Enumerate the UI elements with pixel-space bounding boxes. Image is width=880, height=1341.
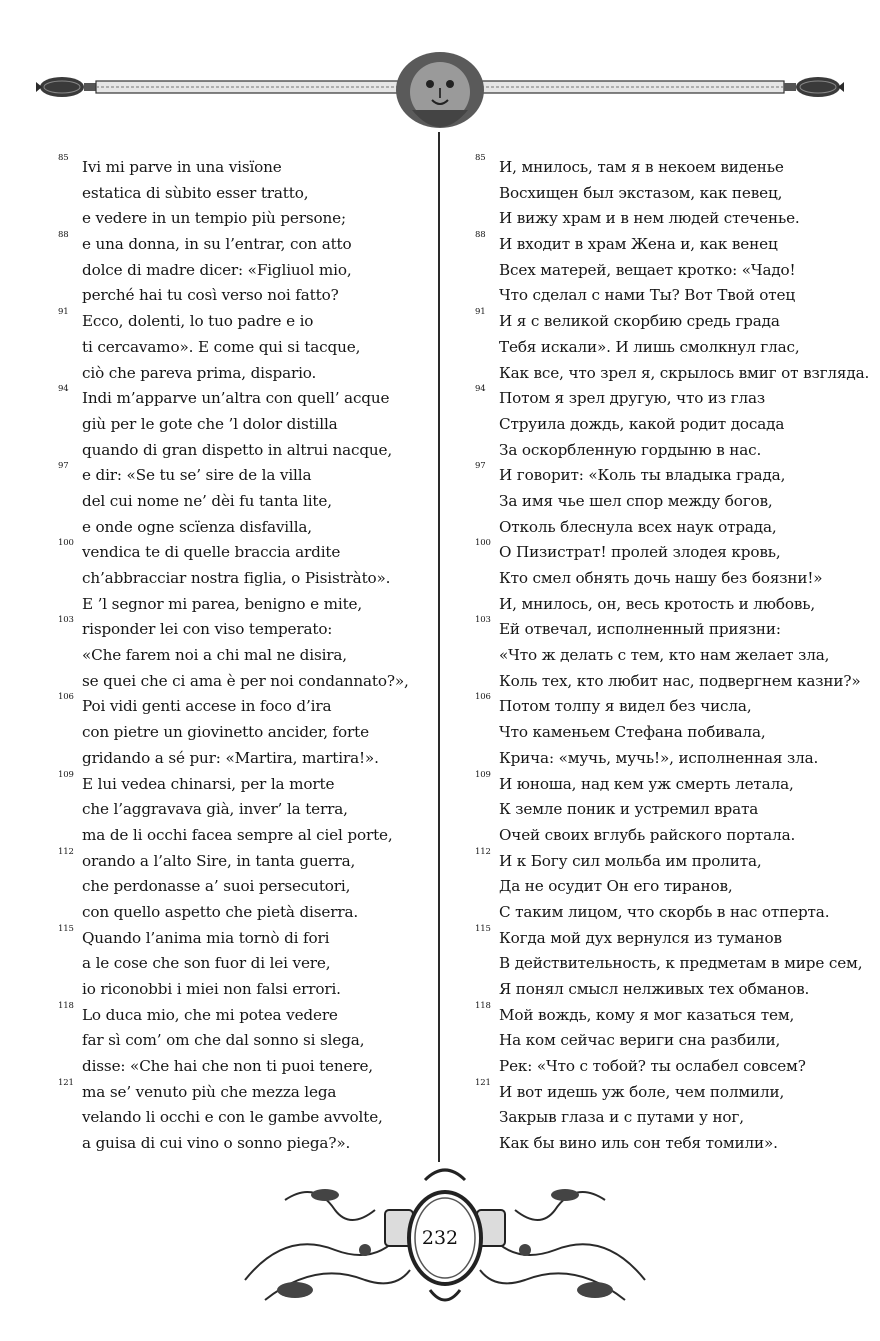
verse-line — [58, 797, 428, 823]
verse-line — [475, 746, 850, 772]
verse-line — [475, 386, 850, 412]
verse-line — [58, 515, 428, 541]
verse-text: Как все, что зрел я, скрылось вмиг от взгляда. — [499, 363, 870, 382]
verse-text: Lo duca mio, che mi potea vedere — [82, 1005, 338, 1024]
verse-text: Кто смел обнять дочь нашу без боязни!» — [499, 569, 823, 587]
tercet — [475, 769, 850, 849]
verse-line — [58, 1105, 428, 1131]
verse-text: Закрыв глаза и с путами у ног, — [499, 1108, 744, 1127]
line-number: 85 — [58, 153, 69, 163]
verse-text: Рек: «Что с тобой? ты ослабел совсем? — [499, 1057, 806, 1076]
verse-text: И я с великой скорбию средь града — [499, 312, 780, 331]
verse-line — [475, 515, 850, 541]
verse-line — [475, 232, 850, 258]
tercet — [58, 386, 428, 463]
verse-line — [475, 923, 850, 952]
line-number: 109 — [58, 769, 74, 780]
verse-text: Ivi mi parve in una visïone — [82, 158, 282, 176]
tercet — [58, 540, 428, 617]
verse-line — [58, 823, 428, 849]
verse-line — [58, 438, 428, 464]
verse-line — [475, 694, 850, 720]
verse-line — [58, 900, 428, 926]
verse-text: e onde ogne scïenza disfavilla, — [82, 517, 312, 536]
tercet — [475, 540, 850, 617]
verse-text: Тебя искали». И лишь смолкнул глас, — [499, 337, 800, 356]
tercet — [475, 307, 870, 386]
verse-text: Струила дождь, какой родит досада — [499, 414, 785, 433]
verse-line — [58, 720, 428, 746]
verse-line — [475, 1054, 850, 1080]
line-number: 121 — [475, 1077, 491, 1088]
verse-line — [58, 669, 428, 695]
verse-line — [475, 566, 850, 592]
tercet — [475, 923, 863, 1003]
verse-line — [58, 386, 428, 412]
verse-text: В действительность, к предметам в мире сем, — [499, 954, 863, 973]
verse-text: Потом толпу я видел без числа, — [499, 697, 752, 716]
line-number: 112 — [475, 846, 491, 857]
line-number: 97 — [475, 461, 486, 472]
verse-line — [475, 797, 850, 823]
verse-line — [58, 232, 428, 258]
line-number: 91 — [58, 307, 69, 318]
verse-text: За оскорбленную гордыню в нас. — [499, 440, 762, 459]
verse-text: «Che farem noi a chi mal ne disira, — [82, 646, 347, 665]
verse-text: И говорит: «Коль ты владыка града, — [499, 466, 786, 485]
verse-text: dolce di madre dicer: «Figliuol mio, — [82, 260, 352, 279]
verse-text: И, мнилось, там я в некоем виденье — [499, 158, 784, 176]
verse-text: che perdonasse a’ suoi persecutori, — [82, 877, 351, 896]
verse-line — [475, 489, 850, 515]
verse-text: Indi m’apparve un’altra con quell’ acque — [82, 389, 390, 408]
tercet — [58, 309, 428, 386]
verse-text: И, мнилось, он, весь кротость и любовь, — [499, 594, 816, 613]
verse-text: Потом я зрел другую, что из глаз — [499, 389, 766, 408]
verse-text: Poi vidi genti accese in foco d’ira — [82, 697, 332, 716]
verse-text: И вижу храм и в нем людей стеченье. — [499, 209, 800, 228]
line-number: 115 — [475, 923, 491, 934]
verse-line — [475, 592, 850, 618]
verse-line — [58, 769, 428, 798]
italian-column — [58, 155, 428, 1157]
tercet — [58, 232, 428, 309]
verse-line — [58, 540, 428, 566]
tercet — [475, 232, 850, 309]
verse-line — [58, 361, 428, 387]
verse-text: risponder lei con viso temperato: — [82, 620, 333, 639]
tercet — [58, 923, 428, 1003]
line-number: 100 — [58, 538, 74, 549]
russian-column — [475, 153, 870, 1157]
verse-line — [58, 566, 428, 592]
verse-text: Да не осудит Он его тиранов, — [499, 877, 733, 896]
verse-text: E lui vedea chinarsi, per la morte — [82, 774, 335, 793]
verse-text: К земле поник и устремил врата — [499, 800, 759, 819]
verse-line — [58, 874, 428, 900]
verse-line — [58, 309, 428, 335]
verse-line — [58, 412, 428, 438]
line-number: 94 — [475, 384, 486, 395]
verse-line — [475, 846, 850, 875]
right-finial-icon — [784, 77, 844, 97]
verse-text: Восхищен был экстазом, как певец, — [499, 183, 783, 202]
line-number: 115 — [58, 923, 74, 934]
line-number: 106 — [58, 692, 74, 703]
verse-line — [475, 720, 850, 746]
verse-text: Крича: «мучь, мучь!», исполненная зла. — [499, 748, 819, 767]
tercet — [58, 769, 428, 849]
verse-text: a guisa di cui vino o sonno piega?». — [82, 1134, 351, 1153]
verse-line — [475, 617, 850, 643]
verse-line — [58, 643, 428, 669]
verse-line — [475, 1000, 850, 1029]
verse-text: Что сделал с нами Ты? Вот Твой отец — [499, 286, 795, 305]
verse-text: se quei che ci ama è per noi condannato?», — [82, 671, 409, 690]
line-number: 85 — [475, 153, 486, 163]
verse-text: del cui nome ne’ dèi fu tanta lite, — [82, 491, 332, 510]
verse-text: e una donna, in su l’entrar, con atto — [82, 235, 352, 254]
verse-text: far sì com’ om che dal sonno si slega, — [82, 1031, 365, 1050]
verse-line — [475, 206, 850, 232]
verse-line — [475, 412, 850, 438]
verse-line — [58, 489, 428, 515]
line-number: 118 — [58, 1000, 74, 1011]
verse-text: Коль тех, кто любит нас, подвергнем казни?» — [499, 671, 861, 690]
verse-text: Всех матерей, вещает кротко: «Чадо! — [499, 260, 796, 279]
line-number: 97 — [58, 461, 69, 472]
verse-line — [58, 1028, 428, 1054]
verse-text: ciò che pareva prima, dispario. — [82, 363, 317, 382]
verse-line — [58, 1054, 428, 1080]
verse-line — [475, 1028, 850, 1054]
verse-line — [475, 669, 861, 695]
line-number: 94 — [58, 384, 69, 395]
verse-line — [58, 694, 428, 720]
line-number: 121 — [58, 1077, 74, 1088]
verse-text: Мой вождь, кому я мог казаться тем, — [499, 1005, 795, 1024]
verse-line — [58, 846, 428, 875]
line-number: 118 — [475, 1000, 491, 1011]
verse-line — [475, 900, 850, 926]
verse-text: a le cose che son fuor di lei vere, — [82, 954, 331, 973]
verse-text: ch’abbracciar nostra figlia, o Pisistràto». — [82, 569, 391, 587]
verse-line — [475, 874, 850, 900]
verse-text: Когда мой дух вернулся из туманов — [499, 928, 782, 947]
verse-line — [58, 181, 428, 207]
verse-line — [475, 977, 850, 1003]
tercet — [475, 386, 850, 463]
verse-line — [58, 463, 428, 489]
verse-text: Ecco, dolenti, lo tuo padre e io — [82, 312, 314, 331]
verse-text: Как бы вино иль сон тебя томили». — [499, 1134, 778, 1153]
verse-line — [58, 746, 428, 772]
verse-text: Очей своих вглубь райского портала. — [499, 825, 796, 844]
tercet — [475, 1000, 850, 1080]
verse-text: vendica te di quelle braccia ardite — [82, 543, 341, 562]
verse-line — [475, 643, 850, 669]
verse-line — [58, 206, 428, 232]
tercet — [58, 463, 428, 540]
verse-line — [58, 617, 428, 643]
verse-text: И юноша, над кем уж смерть летала, — [499, 774, 794, 793]
verse-text: estatica di sùbito esser tratto, — [82, 183, 309, 202]
verse-text: Quando l’anima mia tornò di fori — [82, 928, 330, 947]
verse-text: ma se’ venuto più che mezza lega — [82, 1082, 337, 1101]
line-number: 88 — [58, 230, 69, 241]
verse-line — [58, 1000, 428, 1029]
verse-line — [475, 1077, 850, 1106]
verse-line — [475, 335, 850, 361]
verse-text: perché hai tu così verso noi fatto? — [82, 286, 339, 305]
line-number: 91 — [475, 307, 486, 318]
verse-line — [475, 283, 850, 309]
tercet — [58, 155, 428, 232]
verse-line — [58, 923, 428, 952]
verse-line — [58, 335, 428, 361]
verse-line — [475, 823, 850, 849]
verse-line — [475, 309, 850, 335]
tercet — [475, 463, 850, 540]
tercet — [475, 694, 850, 771]
tercet — [475, 615, 861, 694]
verse-line — [58, 977, 428, 1003]
verse-line — [475, 769, 850, 798]
line-number: 112 — [58, 846, 74, 857]
verse-text: На ком сейчас вериги сна разбили, — [499, 1031, 781, 1050]
verse-line — [475, 258, 850, 284]
verse-line — [58, 283, 428, 309]
verse-text: Что каменьем Стефана побивала, — [499, 723, 766, 742]
lion-head-icon — [396, 52, 484, 128]
verse-line — [475, 463, 850, 489]
tercet — [475, 846, 850, 926]
left-finial-icon — [36, 77, 96, 97]
verse-text: E ’l segnor mi parea, benigno e mite, — [82, 594, 363, 613]
verse-text: Я понял смысл нелживых тех обманов. — [499, 980, 810, 998]
verse-text: С таким лицом, что скорбь в нас отперта. — [499, 902, 830, 921]
verse-text: Ей отвечал, исполненный приязни: — [499, 620, 781, 639]
verse-text: velando li occhi e con le gambe avvolte, — [82, 1108, 383, 1127]
tercet — [58, 617, 428, 694]
verse-text: quando di gran dispetto in altrui nacque, — [82, 440, 393, 459]
verse-line — [475, 438, 850, 464]
verse-text: io riconobbi i miei non falsi errori. — [82, 980, 341, 998]
column-divider — [437, 132, 441, 1162]
verse-line — [58, 951, 428, 977]
verse-line — [58, 592, 428, 618]
line-number: 100 — [475, 538, 491, 549]
verse-line — [58, 258, 428, 284]
verse-text: ma de li occhi facea sempre al ciel porte, — [82, 825, 393, 844]
verse-text: orando a l’alto Sire, in tanta guerra, — [82, 851, 356, 870]
verse-text: e vedere in un tempio più persone; — [82, 209, 346, 228]
page-number: 232 — [421, 1227, 459, 1249]
tercet — [58, 846, 428, 926]
verse-text: e dir: «Se tu se’ sire de la villa — [82, 466, 312, 485]
verse-text: ti cercavamo». E come qui si tacque, — [82, 337, 361, 356]
line-number: 106 — [475, 692, 491, 703]
verse-text: che l’aggravava già, inver’ la terra, — [82, 800, 348, 819]
verse-text: giù per le gote che ’l dolor distilla — [82, 414, 338, 433]
verse-text: «Что ж делать с тем, кто нам желает зла, — [499, 646, 830, 665]
verse-text: Отколь блеснула всех наук отрада, — [499, 517, 777, 536]
line-number: 109 — [475, 769, 491, 780]
verse-line — [475, 1105, 850, 1131]
line-number: 103 — [475, 615, 491, 626]
verse-text: con quello aspetto che pietà diserra. — [82, 902, 359, 921]
verse-text: О Пизистрат! пролей злодея кровь, — [499, 543, 781, 562]
tercet — [58, 694, 428, 771]
line-number: 88 — [475, 230, 486, 241]
verse-line — [475, 361, 870, 387]
verse-line — [475, 155, 850, 181]
tercet — [58, 1000, 428, 1080]
verse-line — [475, 181, 850, 207]
verse-line — [475, 951, 863, 977]
verse-text: И входит в храм Жена и, как венец — [499, 235, 778, 254]
verse-line — [58, 1077, 428, 1106]
verse-text: disse: «Che hai che non ti puoi tenere, — [82, 1057, 373, 1076]
line-number: 103 — [58, 615, 74, 626]
tercet — [475, 155, 850, 232]
verse-line — [58, 155, 428, 181]
verse-text: gridando a sé pur: «Martira, martira!». — [82, 748, 379, 767]
verse-text: И вот идешь уж боле, чем полмили, — [499, 1082, 785, 1101]
verse-text: И к Богу сил мольба им пролита, — [499, 851, 762, 870]
verse-text: con pietre un giovinetto ancider, forte — [82, 723, 369, 742]
verse-text: За имя чье шел спор между богов, — [499, 491, 773, 510]
verse-line — [475, 540, 850, 566]
